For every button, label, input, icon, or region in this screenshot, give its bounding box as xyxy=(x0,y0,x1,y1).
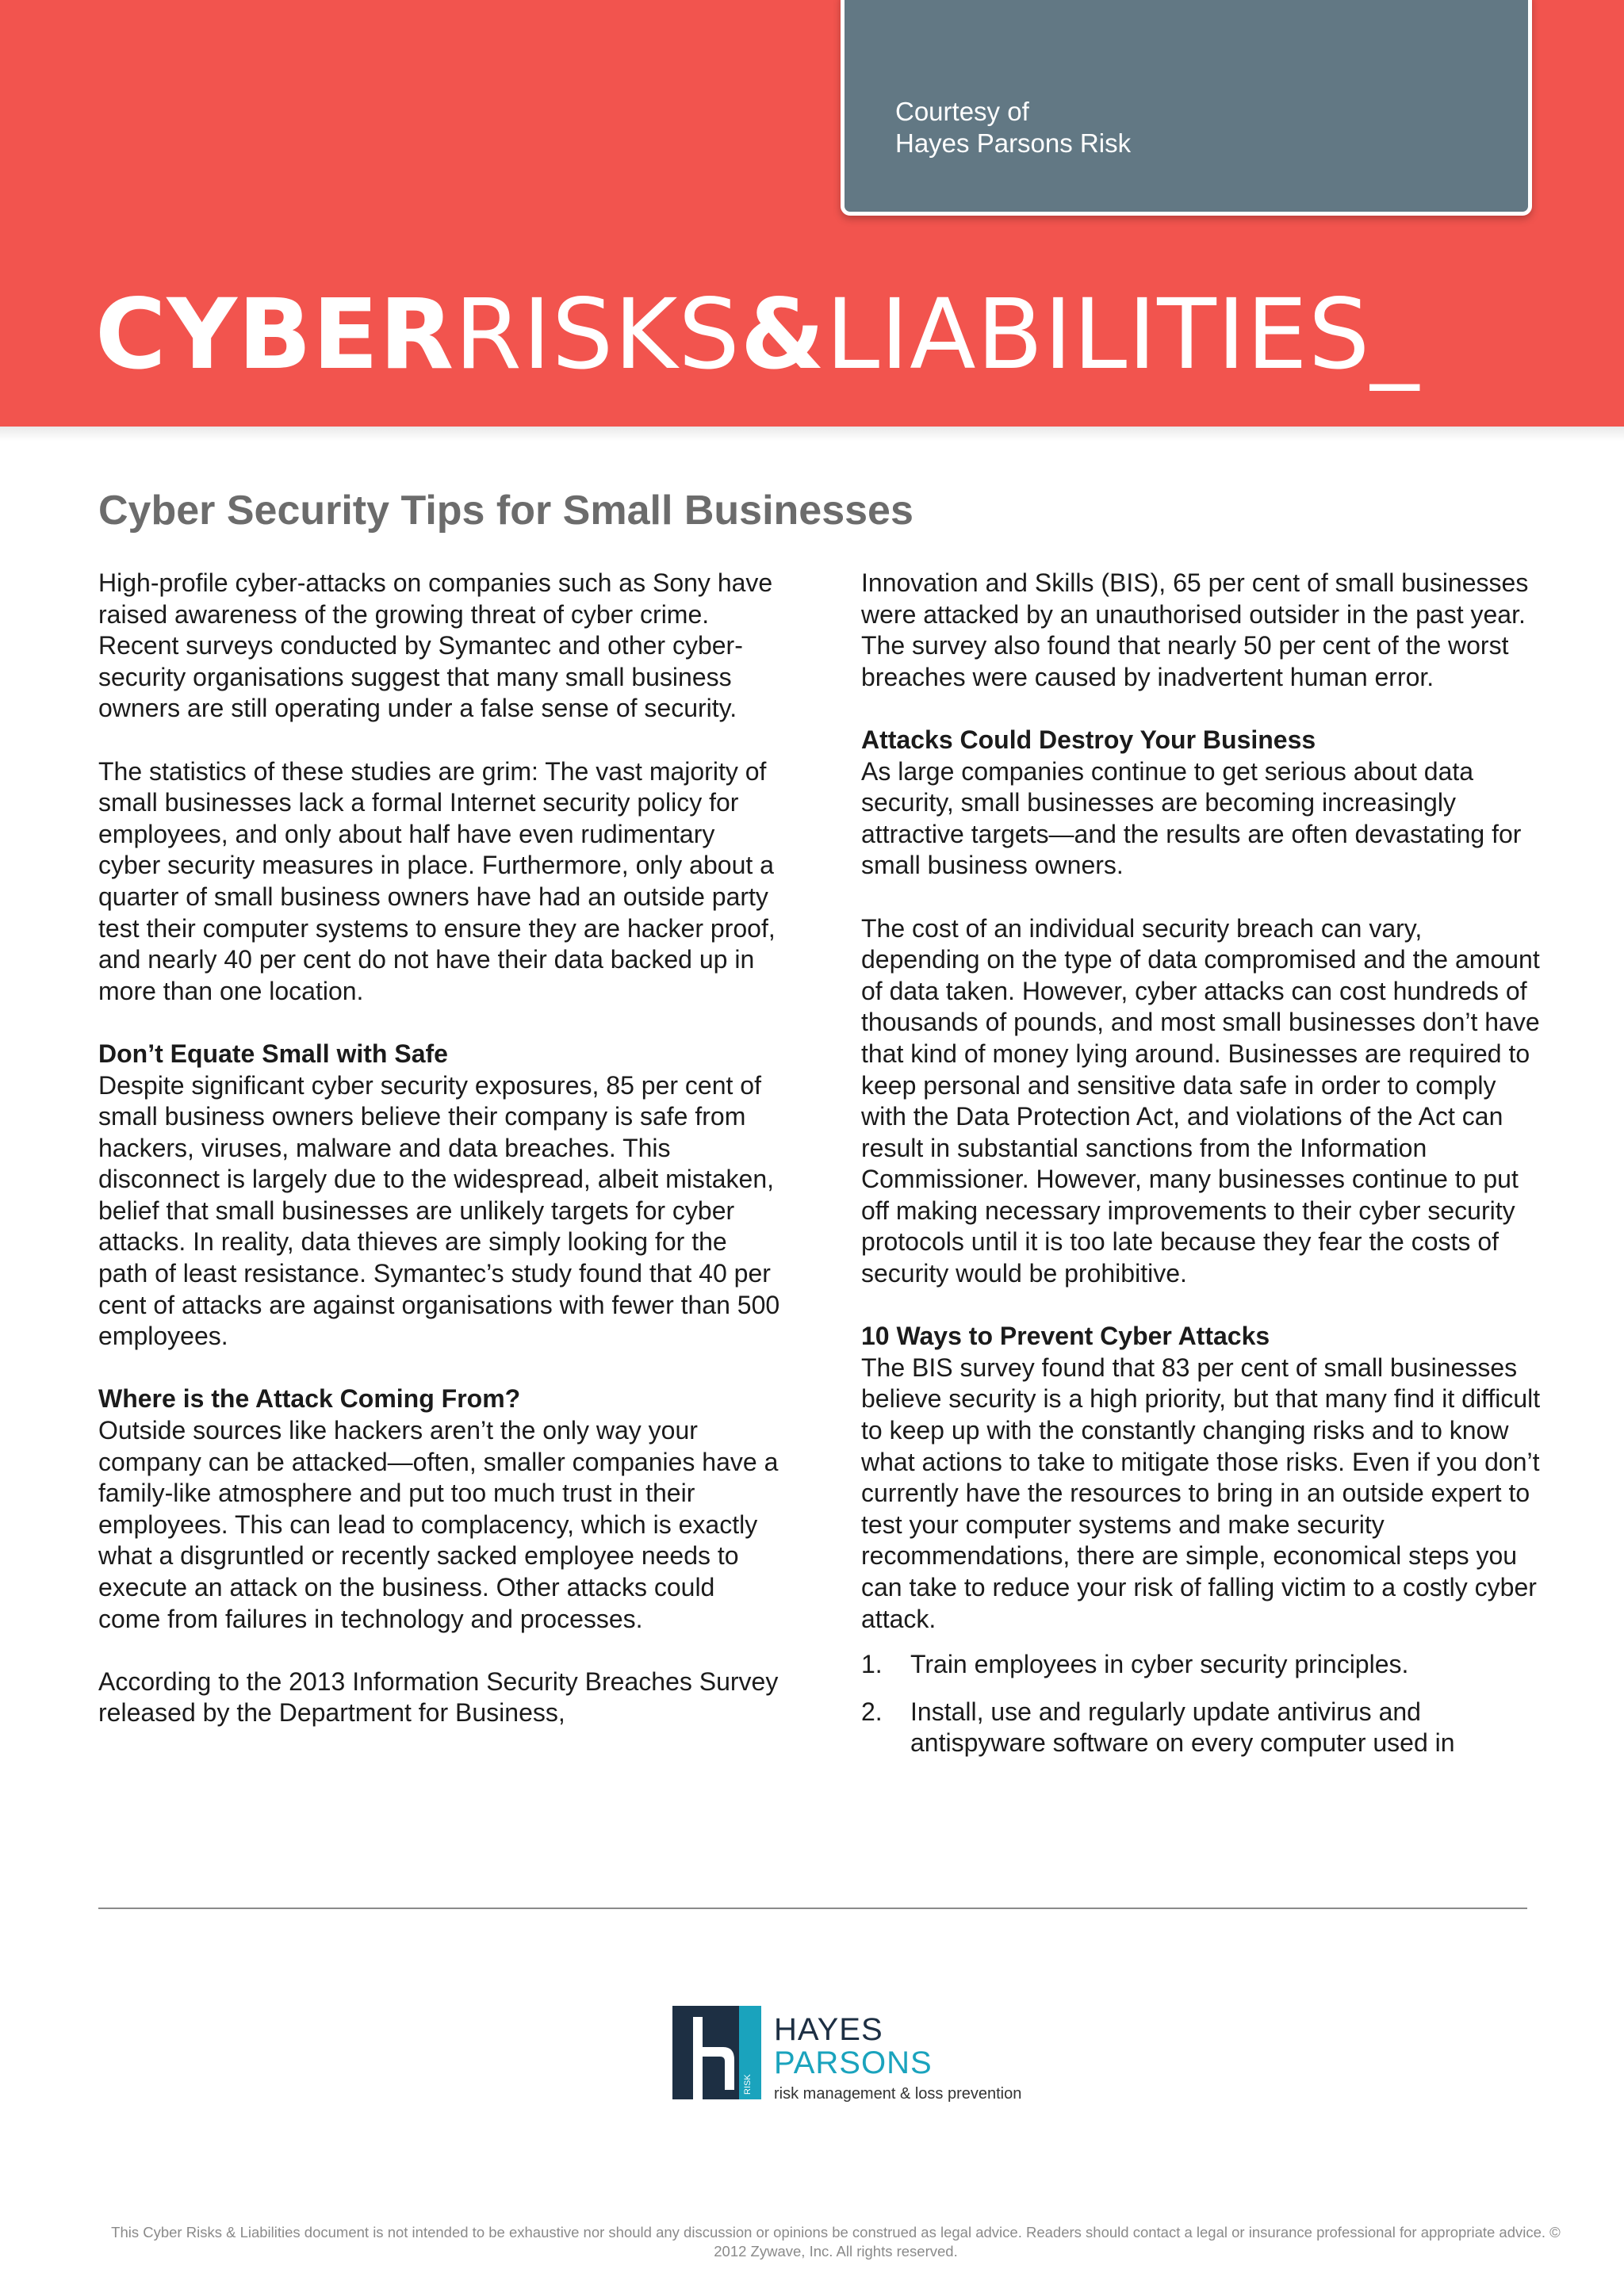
article-column-right xyxy=(861,568,1543,1775)
footer-disclaimer: This Cyber Risks & Liabilities document is not intended to be exhaustive nor should any discussion or opinions be construed as legal advice. Readers should contact a legal or insurance professional for appropriate advice. © 2012 Zywave, Inc. All rights reserved. xyxy=(111,2224,1561,2260)
paragraph: The statistics of these studies are grim: The vast majority of small businesses lack a formal Internet security policy for employees, and only about half have even rudimentary cyber security measures in place. Furthermore, only about a quarter of small business owners have had an outside party test their computer systems to ensure they are hacker proof, and nearly 40 per cent do not have their data backed up in more than one location. xyxy=(98,756,776,1005)
banner-title-liabilities: LIABILITIES_ xyxy=(825,278,1420,391)
paragraph: The cost of an individual security breach can vary, depending on the type of data compromised and the amount of data taken. However, cyber attacks can cost hundreds of thousands of pounds, and most small businesses don’t have that kind of money lying around. Businesses are required to keep personal and sensitive data safe in order to comply with the Data Protection Act, and violations of the Act can result in substantial sanctions from the Information Commissioner. However, many businesses continue to put off making necessary improvements to their cyber security protocols until it is too late because they fear the costs of security would be prohibitive. xyxy=(861,913,1540,1288)
list-text: Train employees in cyber security principles. xyxy=(910,1650,1409,1679)
list-item xyxy=(861,1697,1543,1759)
courtesy-box xyxy=(841,0,1532,216)
section-heading: Attacks Could Destroy Your Business xyxy=(861,725,1316,754)
paragraph: Outside sources like hackers aren’t the only way your company can be attacked—often, smaller companies have a family-like atmosphere and put too much trust in their employees. This can lead to complacency, which is exactly what a disgruntled or recently sacked employee needs to execute an attack on the business. Other attacks could come from failures in technology and processes. xyxy=(98,1416,779,1633)
section-heading: Where is the Attack Coming From? xyxy=(98,1384,521,1414)
banner-title xyxy=(95,279,1419,390)
list-number: 2. xyxy=(861,1697,883,1726)
paragraph: Despite significant cyber security exposures, 85 per cent of small business owners believe their company is safe from hackers, viruses, malware and data breaches. This disconnect is largely due to the widespread, albeit mistaken, belief that small businesses are unlikely targets for cyber attacks. In reality, data thieves are simply looking for the path of least resistance. Symantec’s study found that 40 per cent of attacks are against organisations with fewer than 500 employees. xyxy=(98,1070,780,1351)
hayes-parsons-logo xyxy=(672,2006,1037,2117)
header-banner xyxy=(0,0,1624,427)
paragraph: Innovation and Skills (BIS), 65 per cent of small businesses were attacked by an unauthorised outsider in the past year. The survey also found that nearly 50 per cent of the worst breaches were caused by inadvertent human error. xyxy=(861,568,1529,691)
courtesy-text xyxy=(895,96,1131,159)
paragraph: As large companies continue to get serious about data security, small businesses are becoming increasingly attractive targets—and the results are often devastating for small business owners. xyxy=(861,756,1522,880)
section-heading: Don’t Equate Small with Safe xyxy=(98,1039,448,1068)
tips-list xyxy=(861,1649,1543,1759)
logo-word-parsons: PARSONS xyxy=(774,2045,933,2080)
list-item xyxy=(861,1649,1543,1681)
section-heading: 10 Ways to Prevent Cyber Attacks xyxy=(861,1322,1270,1351)
hp-logo-mark-icon xyxy=(672,2006,761,2109)
list-number: 1. xyxy=(861,1650,883,1679)
logo-word-hayes: HAYES xyxy=(774,2012,883,2047)
courtesy-line-2: Hayes Parsons Risk xyxy=(895,128,1132,158)
banner-title-amp: & xyxy=(740,278,826,391)
logo-tagline: risk management & loss prevention xyxy=(774,2085,1022,2103)
paragraph: The BIS survey found that 83 per cent of small businesses believe security is a high priority, but that many find it difficult to keep up with the constantly changing risks and to know what actions to take to mitigate those risks. Even if you don’t currently have the resources to bring in an outside expert to test your computer systems and make security recommendations, there are simple, economical steps you can take to reduce your risk of falling victim to a costly cyber attack. xyxy=(861,1353,1541,1633)
header-shadow xyxy=(0,427,1624,441)
paragraph: According to the 2013 Information Security Breaches Survey released by the Department for Business, xyxy=(98,1667,779,1728)
banner-title-risks: RISKS xyxy=(454,278,741,391)
logo-mark-text: RISK xyxy=(743,2074,753,2095)
paragraph: High-profile cyber-attacks on companies such as Sony have raised awareness of the growing threat of cyber crime. Recent surveys conducted by Symantec and other cyber-security organisations suggest that many small business owners are still operating under a false sense of security. xyxy=(98,568,773,723)
courtesy-line-1: Courtesy of xyxy=(895,97,1029,126)
list-text: Install, use and regularly update antivirus and antispyware software on every computer used in xyxy=(910,1697,1455,1758)
article-column-left xyxy=(98,568,780,1761)
footer-divider xyxy=(98,1908,1527,1909)
page-title: Cyber Security Tips for Small Businesses xyxy=(98,488,914,534)
banner-title-cyber: CYBER xyxy=(95,278,455,391)
